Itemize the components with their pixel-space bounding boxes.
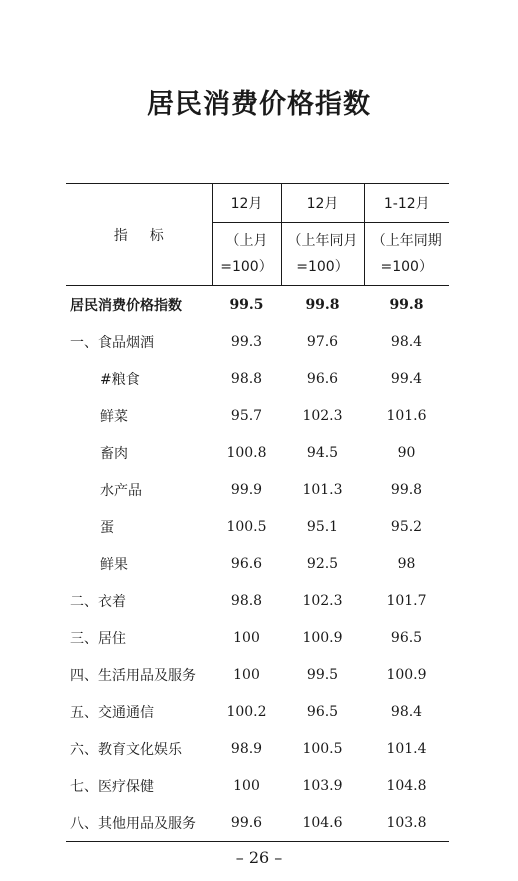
col2-base: [281, 223, 364, 286]
cell-yoy: 102.3: [302, 592, 343, 609]
table-row: [66, 582, 449, 619]
cell-yoy: 99.8: [305, 296, 340, 313]
table-row: [66, 804, 449, 842]
table-row: [66, 656, 449, 693]
col3-base-line2: =100）: [380, 259, 433, 275]
cell-yoy: 92.5: [306, 555, 339, 572]
cell-mom: 98.8: [230, 370, 263, 387]
cell-mom: 99.9: [230, 481, 263, 498]
col2-base-line2: =100）: [296, 259, 349, 275]
cell-yoy: 101.3: [302, 481, 343, 498]
cell-ytd: 95.2: [390, 518, 423, 535]
cell-yoy: 100.5: [302, 740, 343, 757]
table-row: [66, 471, 449, 508]
col1-base-line1: （上月: [225, 233, 268, 249]
row-label: 鲜果: [100, 556, 128, 573]
col2-base-line1: （上年同月: [287, 233, 358, 249]
cell-mom: 100.5: [226, 518, 267, 535]
page-title: 居民消费价格指数: [147, 89, 371, 120]
col1-base-line2: =100）: [220, 259, 273, 275]
row-label: #粮食: [100, 371, 140, 388]
row-label: 五、交通通信: [70, 704, 154, 721]
cell-ytd: 101.6: [386, 407, 427, 424]
cell-mom: 100.8: [226, 444, 267, 461]
cell-mom: 98.8: [230, 592, 263, 609]
cell-ytd: 98.4: [390, 703, 423, 720]
cell-mom: 100.2: [226, 703, 267, 720]
cell-mom: 99.3: [230, 333, 263, 350]
page-number: – 26 –: [235, 848, 283, 867]
row-label: 一、食品烟酒: [70, 334, 154, 351]
col3-base: [364, 223, 449, 286]
cell-yoy: 103.9: [302, 777, 343, 794]
cell-yoy: 96.6: [306, 370, 339, 387]
row-label: 居民消费价格指数: [70, 297, 182, 314]
cell-ytd: 96.5: [390, 629, 423, 646]
cpi-table: [66, 183, 449, 842]
cell-ytd: 98.4: [390, 333, 423, 350]
table-row: [66, 360, 449, 397]
cell-ytd: 90: [397, 444, 416, 461]
cell-ytd: 99.8: [390, 481, 423, 498]
cell-mom: 99.6: [212, 804, 281, 842]
row-label: 六、教育文化娱乐: [70, 741, 182, 758]
table-row: [66, 619, 449, 656]
cell-mom: 95.7: [230, 407, 263, 424]
cell-mom: 100: [233, 629, 260, 646]
col3-base-line1: （上年同期: [371, 233, 442, 249]
row-label: 三、居住: [70, 630, 126, 647]
cell-mom: 100: [233, 777, 260, 794]
table-row: [66, 545, 449, 582]
cell-yoy: 100.9: [302, 629, 343, 646]
table-row: [66, 508, 449, 545]
cell-ytd: 100.9: [386, 666, 427, 683]
row-label: 七、医疗保健: [70, 778, 154, 795]
cell-yoy: 96.5: [306, 703, 339, 720]
cell-yoy: 97.6: [306, 333, 339, 350]
cell-mom: 100: [233, 666, 260, 683]
table-row: [66, 286, 449, 324]
cell-ytd: 99.4: [390, 370, 423, 387]
row-label: 水产品: [100, 482, 142, 499]
cell-yoy: 95.1: [306, 518, 339, 535]
row-label: 畜肉: [100, 445, 128, 462]
row-label: 二、衣着: [70, 593, 126, 610]
cell-ytd: 101.4: [386, 740, 427, 757]
cell-mom: 99.5: [229, 296, 264, 313]
row-label: 八、其他用品及服务: [66, 804, 212, 842]
col3-period: 1-12月: [364, 184, 449, 223]
cell-ytd: 104.8: [386, 777, 427, 794]
cell-yoy: 99.5: [306, 666, 339, 683]
table-row: [66, 767, 449, 804]
row-label: 鲜菜: [100, 408, 128, 425]
table-row: [66, 693, 449, 730]
col1-period: 12月: [212, 184, 281, 223]
cell-yoy: 94.5: [306, 444, 339, 461]
col1-base: [212, 223, 281, 286]
cell-mom: 98.9: [230, 740, 263, 757]
cell-mom: 96.6: [230, 555, 263, 572]
row-label: 四、生活用品及服务: [70, 667, 196, 684]
cell-yoy: 102.3: [302, 407, 343, 424]
col2-period: 12月: [281, 184, 364, 223]
indicator-header: 指标: [66, 184, 212, 286]
table-row: [66, 730, 449, 767]
cell-ytd: 98: [397, 555, 416, 572]
cell-ytd: 99.8: [389, 296, 424, 313]
row-label: 蛋: [100, 519, 114, 536]
cell-yoy: 104.6: [281, 804, 364, 842]
table-row: [66, 397, 449, 434]
cell-ytd: 101.7: [386, 592, 427, 609]
cell-ytd: 103.8: [364, 804, 449, 842]
table-row: [66, 434, 449, 471]
table-row: [66, 323, 449, 360]
